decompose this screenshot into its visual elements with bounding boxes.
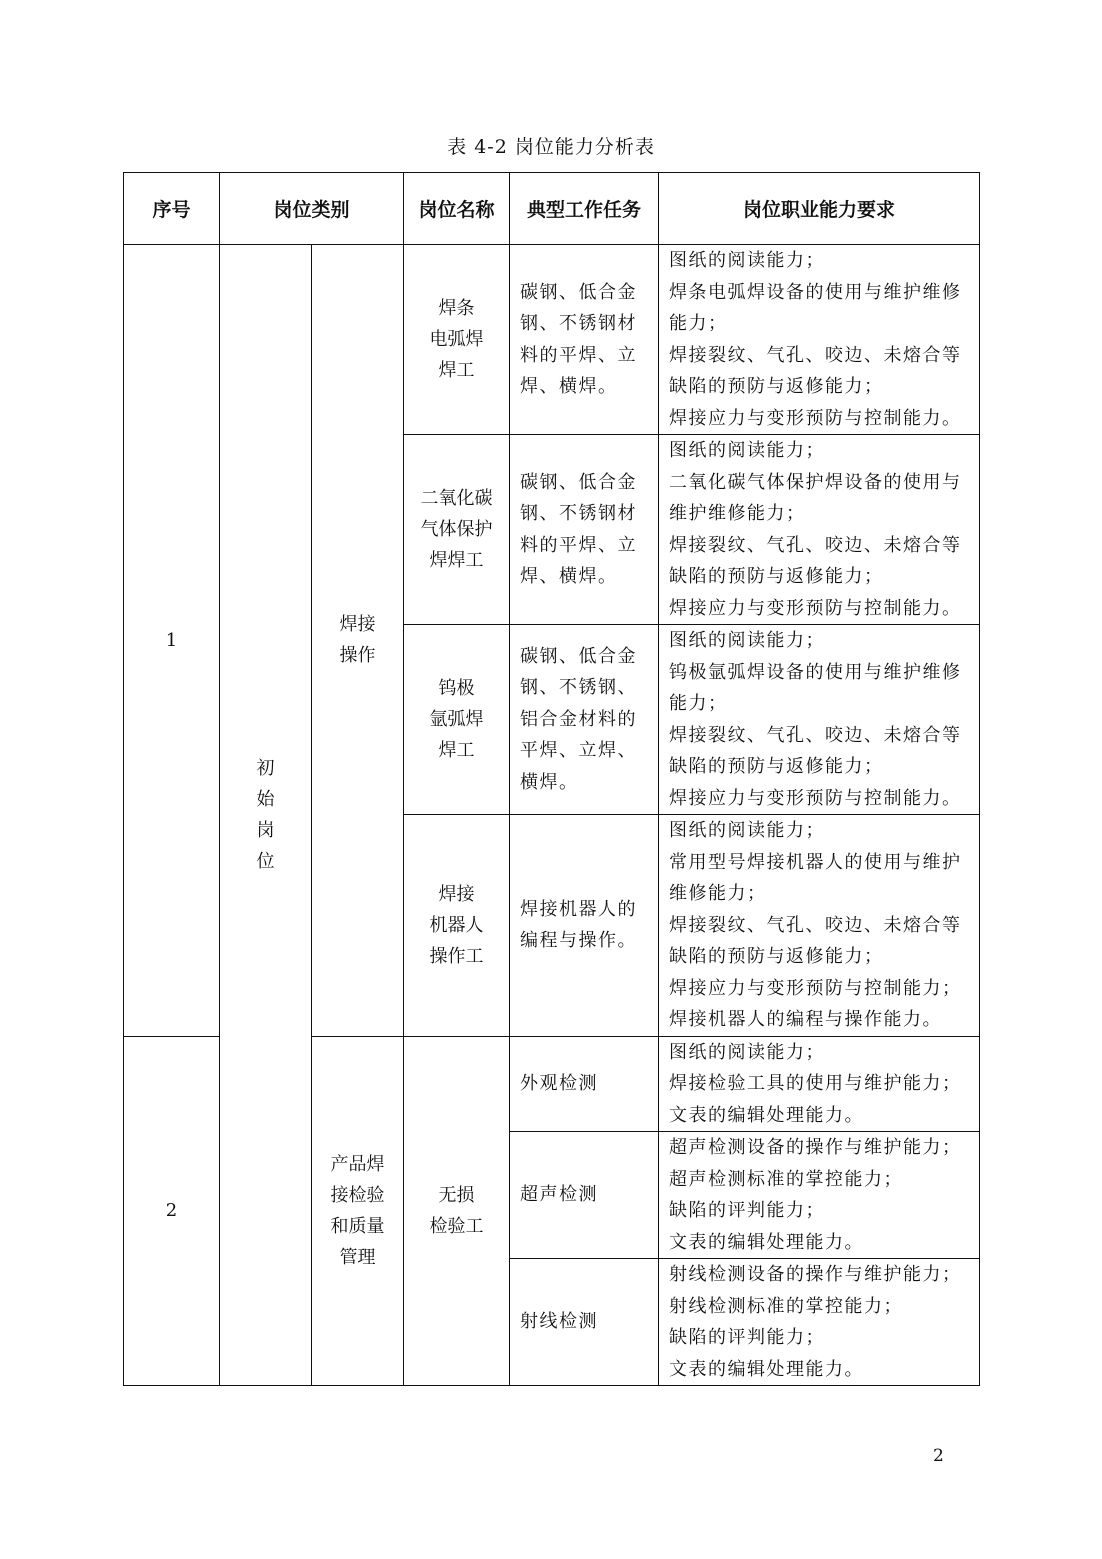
task-cell: 碳钢、低合金钢、不锈钢材料的平焊、立焊、横焊。 xyxy=(510,245,659,435)
header-ability-requirements: 岗位职业能力要求 xyxy=(659,173,980,245)
requirements-cell: 射线检测设备的操作与维护能力； 射线检测标准的掌控能力； 缺陷的评判能力； 文表的编辑处理能力。 xyxy=(659,1259,980,1386)
page-number: 2 xyxy=(933,1446,944,1466)
category-level1-cell: 初 始 岗 位 xyxy=(220,245,312,1386)
table-caption: 表 4-2 岗位能力分析表 xyxy=(447,136,655,158)
header-job-name: 岗位名称 xyxy=(404,173,510,245)
table-row xyxy=(124,245,980,435)
task-cell: 碳钢、低合金钢、不锈钢材料的平焊、立焊、横焊。 xyxy=(510,435,659,625)
table-header-row xyxy=(124,173,980,245)
requirements-cell: 图纸的阅读能力； 焊接检验工具的使用与维护能力； 文表的编辑处理能力。 xyxy=(659,1036,980,1132)
requirements-cell: 图纸的阅读能力； 钨极氩弧焊设备的使用与维护维修 能力； 焊接裂纹、气孔、咬边、未熔合等 缺陷的预防与返修能力； 焊接应力与变形预防与控制能力。 xyxy=(659,625,980,815)
job-name-cell: 钨极 氩弧焊 焊工 xyxy=(404,625,510,815)
task-cell: 碳钢、低合金钢、不锈钢、铝合金材料的平焊、立焊、横焊。 xyxy=(510,625,659,815)
job-name-cell: 无损 检验工 xyxy=(404,1036,510,1386)
task-cell: 外观检测 xyxy=(510,1036,659,1132)
requirements-cell: 图纸的阅读能力； 二氧化碳气体保护焊设备的使用与 维护维修能力； 焊接裂纹、气孔、咬边、未熔合等 缺陷的预防与返修能力； 焊接应力与变形预防与控制能力。 xyxy=(659,435,980,625)
header-seq: 序号 xyxy=(124,173,220,245)
category-level2-cell: 焊接 操作 xyxy=(312,245,404,1037)
job-name-cell: 焊条 电弧焊 焊工 xyxy=(404,245,510,435)
job-name-cell: 焊接 机器人 操作工 xyxy=(404,815,510,1037)
task-cell: 超声检测 xyxy=(510,1132,659,1259)
task-cell: 焊接机器人的编程与操作。 xyxy=(510,815,659,1037)
seq-cell: 1 xyxy=(124,245,220,1037)
task-cell: 射线检测 xyxy=(510,1259,659,1386)
header-category: 岗位类别 xyxy=(220,173,404,245)
requirements-cell: 图纸的阅读能力； 常用型号焊接机器人的使用与维护 维修能力； 焊接裂纹、气孔、咬边、未熔合等 缺陷的预防与返修能力； 焊接应力与变形预防与控制能力； 焊接机器人的编程与操作能力。 xyxy=(659,815,980,1037)
job-ability-table xyxy=(123,172,980,1386)
job-name-cell: 二氧化碳 气体保护 焊焊工 xyxy=(404,435,510,625)
requirements-cell: 图纸的阅读能力； 焊条电弧焊设备的使用与维护维修 能力； 焊接裂纹、气孔、咬边、未熔合等 缺陷的预防与返修能力； 焊接应力与变形预防与控制能力。 xyxy=(659,245,980,435)
seq-cell: 2 xyxy=(124,1036,220,1386)
requirements-cell: 超声检测设备的操作与维护能力； 超声检测标准的掌控能力； 缺陷的评判能力； 文表的编辑处理能力。 xyxy=(659,1132,980,1259)
header-typical-task: 典型工作任务 xyxy=(510,173,659,245)
category-level2-cell: 产品焊 接检验 和质量 管理 xyxy=(312,1036,404,1386)
